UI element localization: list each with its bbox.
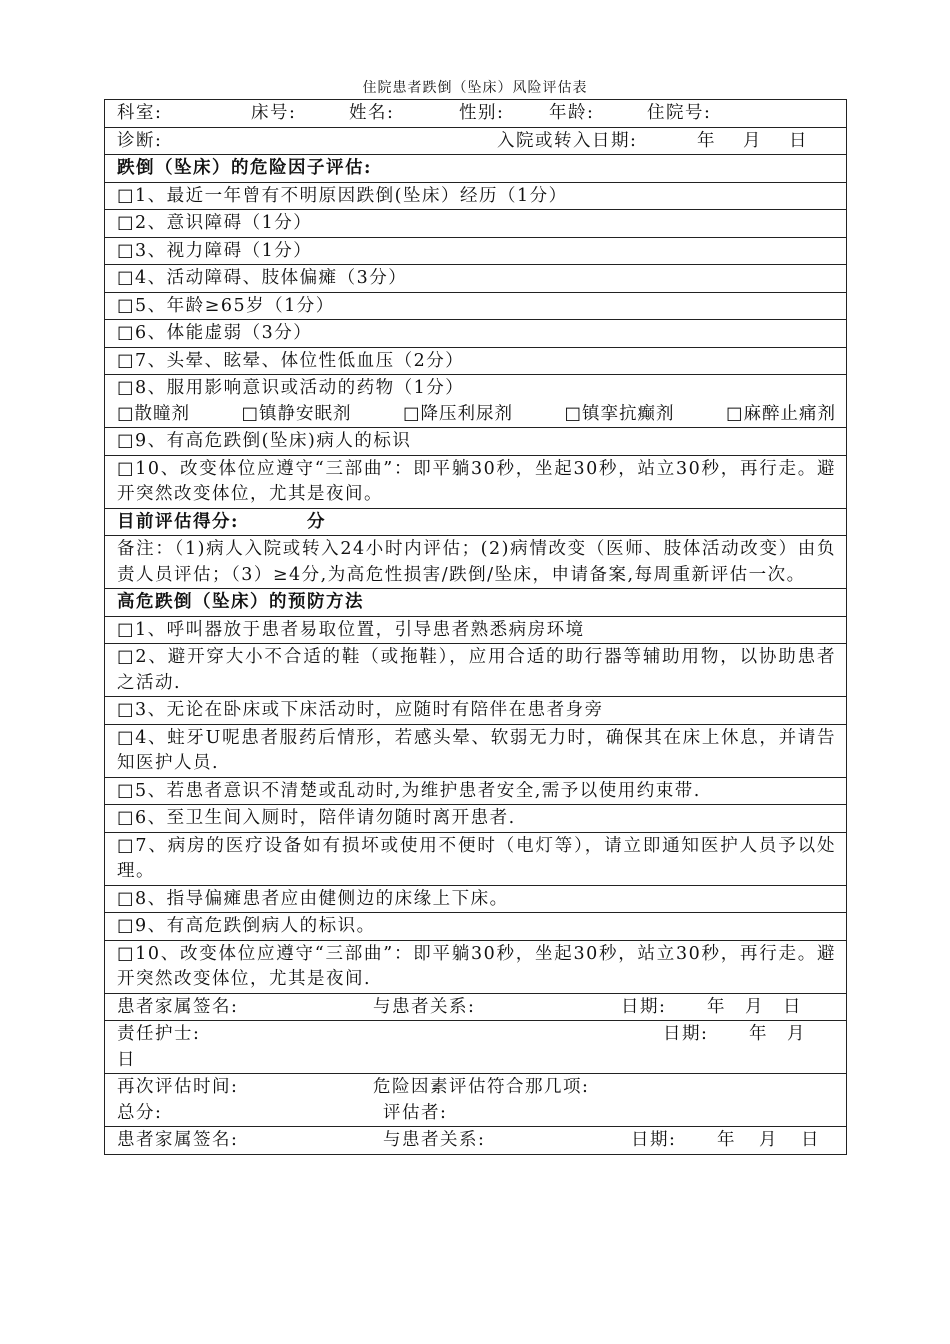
day-label: 日	[117, 1049, 136, 1070]
reassess-time-field[interactable]: 再次评估时间:	[117, 1077, 239, 1097]
page-title: 住院患者跌倒（坠床）风险评估表	[362, 80, 588, 96]
assessor-field[interactable]: 评估者:	[383, 1102, 448, 1123]
month-label: 月	[745, 996, 764, 1017]
risk-item-10[interactable]: □10、改变体位应遵守“三部曲”：即平躺30秒，坐起30秒，站立30秒，再行走。避开突然改变体位，尤其是夜间。	[105, 455, 847, 508]
risk-item-5[interactable]: □5、年龄≥65岁（1分）	[105, 292, 847, 320]
remarks: 备注：（1)病人入院或转入24小时内评估；(2)病情改变（医师、肢体活动改变）由负责人员评估；（3）≥4分,为高危性损害/跌倒/坠床，申请备案,每周重新评估一次。	[105, 536, 847, 589]
risk-item-2[interactable]: □2、意识障碍（1分）	[105, 210, 847, 238]
nurse-field[interactable]: 责任护士:	[117, 1024, 201, 1044]
family-sign-row	[105, 993, 847, 1021]
day-label: 日	[783, 996, 802, 1017]
score-unit[interactable]: 分	[307, 511, 326, 532]
month-label: 月	[787, 1024, 806, 1044]
drug-antihypertensive-checkbox[interactable]: □降压利尿剂	[402, 403, 514, 424]
total-score-field[interactable]: 总分:	[117, 1102, 163, 1123]
prevention-item-5[interactable]: □5、若患者意识不清楚或乱动时,为维护患者安全,需予以使用约束带.	[105, 777, 847, 805]
sex-field[interactable]: 性别:	[459, 103, 505, 123]
risk-match-field[interactable]: 危险因素评估符合那几项:	[373, 1077, 590, 1097]
relation-field[interactable]: 与患者关系:	[383, 1130, 486, 1150]
reassessment-row	[105, 1074, 847, 1127]
diagnosis-field[interactable]: 诊断:	[117, 130, 163, 151]
assessment-form	[104, 99, 847, 1155]
risk-item-7[interactable]: □7、头晕、眩晕、体位性低血压（2分）	[105, 347, 847, 375]
name-field[interactable]: 姓名:	[349, 103, 395, 123]
score-row	[105, 508, 847, 536]
drug-anticonvulsant-checkbox[interactable]: □镇挛抗癫剂	[564, 403, 675, 424]
prevention-item-10[interactable]: □10、改变体位应遵守“三部曲”：即平躺30秒，坐起30秒，站立30秒，再行走。避开突然改变体位，尤其是夜间.	[105, 940, 847, 993]
year-label: 年	[717, 1130, 736, 1150]
month-label: 月	[743, 130, 762, 151]
risk-item-6[interactable]: □6、体能虚弱（3分）	[105, 320, 847, 348]
day-label: 日	[789, 130, 808, 151]
family-sign-field[interactable]: 患者家属签名:	[117, 996, 239, 1017]
age-field[interactable]: 年龄:	[549, 103, 595, 123]
prevention-heading: 高危跌倒（坠床）的预防方法	[105, 589, 847, 617]
family-sign-field[interactable]: 患者家属签名:	[117, 1130, 239, 1150]
prevention-item-1[interactable]: □1、呼叫器放于患者易取位置，引导患者熟悉病房环境	[105, 616, 847, 644]
month-label: 月	[759, 1130, 778, 1150]
risk-item-3[interactable]: □3、视力障碍（1分）	[105, 237, 847, 265]
bed-field[interactable]: 床号:	[251, 103, 297, 123]
diagnosis-row	[105, 127, 847, 155]
prevention-item-8[interactable]: □8、指导偏瘫患者应由健侧边的床缘上下床。	[105, 885, 847, 913]
prevention-item-6[interactable]: □6、至卫生间入厕时，陪伴请勿随时离开患者.	[105, 805, 847, 833]
admission-no-field[interactable]: 住院号:	[647, 103, 712, 123]
risk-item-4[interactable]: □4、活动障碍、肢体偏瘫（3分）	[105, 265, 847, 293]
prevention-item-2[interactable]: □2、避开穿大小不合适的鞋（或拖鞋），应用合适的助行器等辅助用物，以协助患者之活动.	[105, 644, 847, 697]
family-sign-row-2	[105, 1127, 847, 1155]
dept-field[interactable]: 科室:	[117, 103, 163, 123]
prevention-item-7[interactable]: □7、病房的医疗设备如有损坏或使用不便时（电灯等），请立即通知医护人员予以处理。	[105, 832, 847, 885]
drug-analgesic-checkbox[interactable]: □麻醉止痛剂	[725, 403, 836, 424]
patient-info-row	[105, 100, 847, 128]
risk-item-1[interactable]: □1、最近一年曾有不明原因跌倒(坠床）经历（1分）	[105, 182, 847, 210]
sign-date-field[interactable]: 日期:	[621, 996, 667, 1017]
relation-field[interactable]: 与患者关系:	[373, 996, 476, 1017]
prevention-item-4[interactable]: □4、蛀牙U呢患者服药后情形，若感头晕、软弱无力时，确保其在床上休息，并请告知医护人员.	[105, 724, 847, 777]
drug-mydriatic-checkbox[interactable]: □散瞳剂	[117, 403, 191, 424]
prevention-item-9[interactable]: □9、有高危跌倒病人的标识。	[105, 913, 847, 941]
prevention-item-3[interactable]: □3、无论在卧床或下床活动时，应随时有陪伴在患者身旁	[105, 697, 847, 725]
year-label: 年	[749, 1024, 768, 1044]
sign-date-field[interactable]: 日期:	[631, 1130, 677, 1150]
year-label: 年	[697, 130, 716, 151]
nurse-date-field[interactable]: 日期:	[663, 1024, 709, 1044]
day-label: 日	[801, 1130, 820, 1150]
admit-date-label: 入院或转入日期:	[497, 130, 638, 151]
drug-options	[117, 402, 836, 428]
risk-item-9[interactable]: □9、有高危跌倒(坠床)病人的标识	[105, 428, 847, 456]
nurse-row	[105, 1021, 847, 1074]
risk-heading: 跌倒（坠床）的危险因子评估:	[105, 155, 847, 183]
score-label: 目前评估得分:	[117, 511, 239, 532]
risk-item-8[interactable]: □8、服用影响意识或活动的药物（1分）	[117, 378, 465, 398]
drug-sedative-checkbox[interactable]: □镇静安眠剂	[241, 403, 352, 424]
year-label: 年	[707, 996, 726, 1017]
